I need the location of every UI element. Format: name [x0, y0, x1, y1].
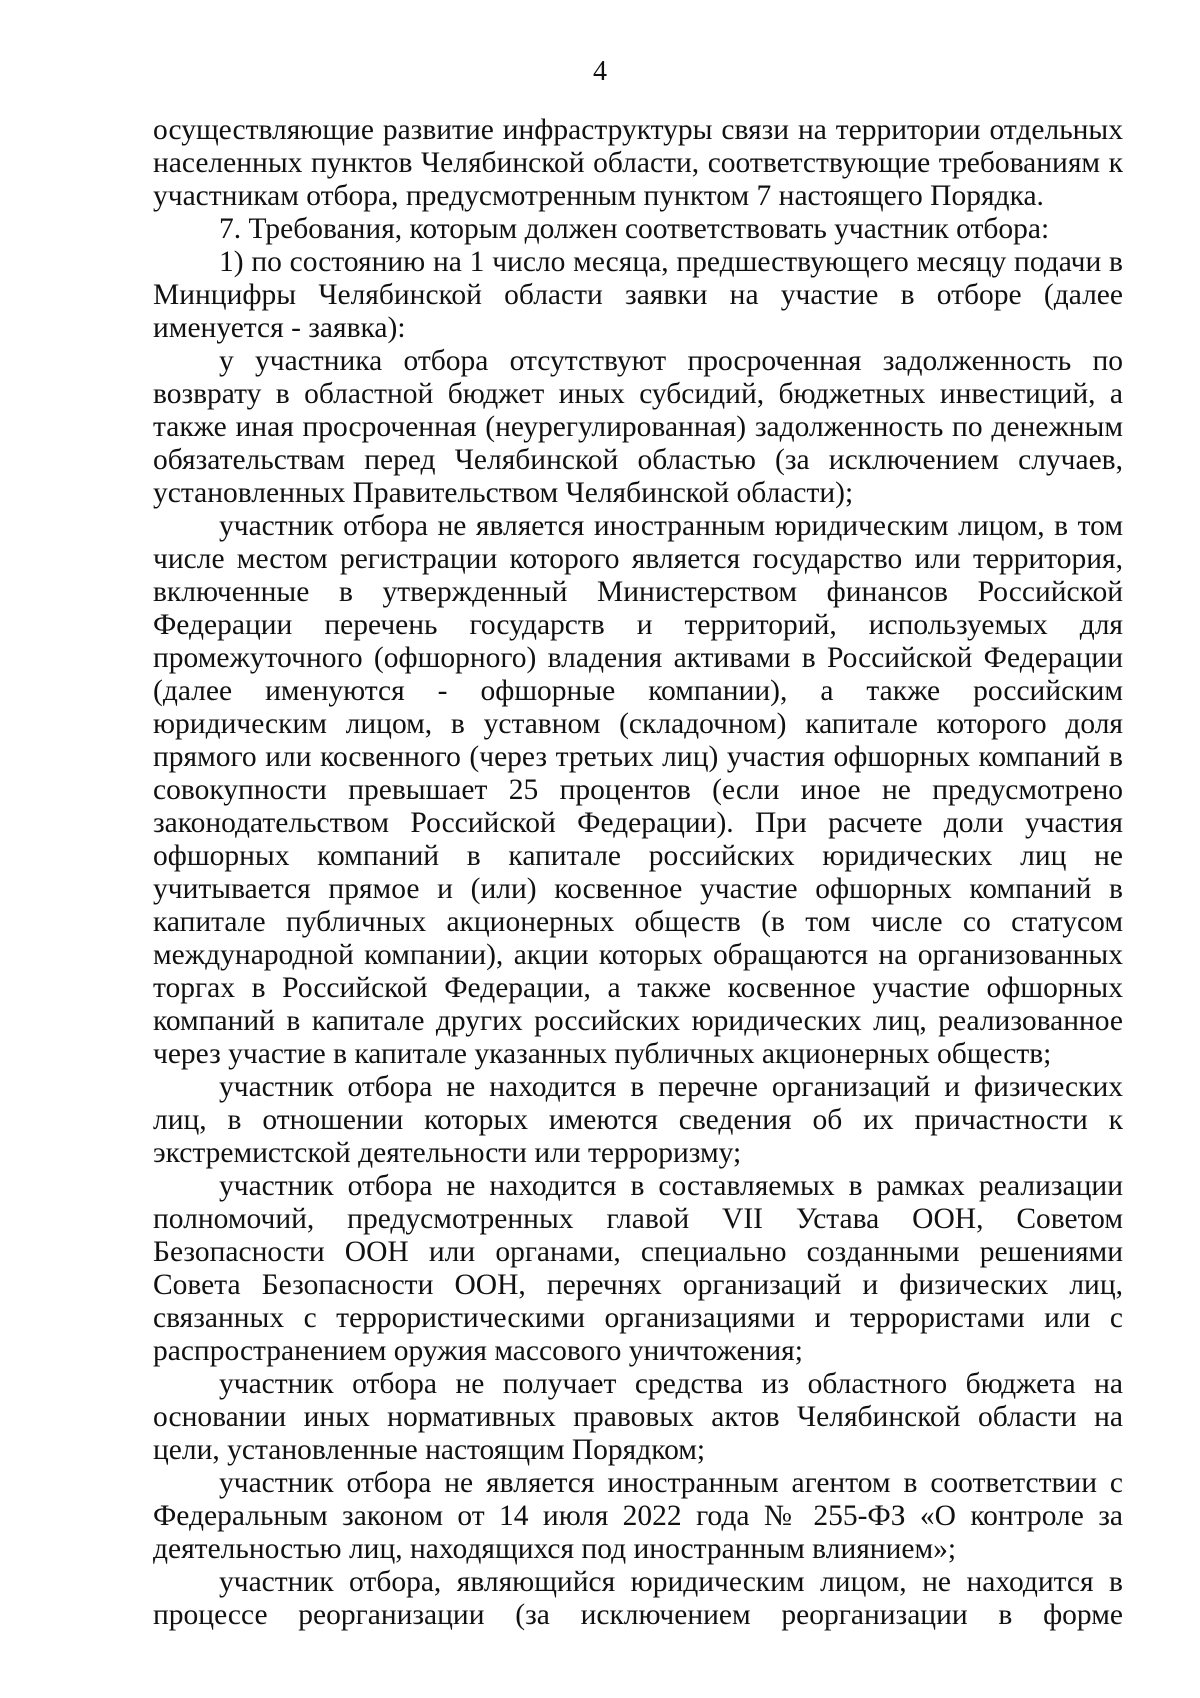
paragraph-continuation: осуществляющие развитие инфраструктуры связи на территории отдельных населенных пунктов Челябинской области, соответствующие требованиям к участникам отбора, предусмотренным пунктом 7 настоящего Порядка. [153, 114, 1123, 212]
paragraph-no-other-funds: участник отбора не получает средства из областного бюджета на основании иных нормативных правовых актов Челябинской области на цели, установленные настоящим Порядком; [153, 1368, 1123, 1466]
document-body [153, 114, 1123, 1632]
paragraph-no-debt: у участника отбора отсутствуют просроченная задолженность по возврату в областной бюджет иных субсидий, бюджетных инвестиций, а также иная просроченная (неурегулированная) задолженность по денежным обязательствам перед Челябинской областью (за исключением случаев, установленных Правительством Челябинской области); [153, 345, 1123, 509]
paragraph-extremism: участник отбора не находится в перечне организаций и физических лиц, в отношении которых имеются сведения об их причастности к экстремистской деятельности или терроризму; [153, 1071, 1123, 1169]
paragraph-offshore: участник отбора не является иностранным юридическим лицом, в том числе местом регистрации которого является государство или территория, включенные в утвержденный Министерством финансов Российской Федерации перечень государств и территорий, используемых для промежуточного (офшорного) владения активами в Российской Федерации (далее именуются - офшорные компании), а также российским юридическим лицом, в уставном (складочном) капитале которого доля прямого или косвенного (через третьих лиц) участия офшорных компаний в совокупности превышает 25 процентов (если иное не предусмотрено законодательством Российской Федерации). При расчете доли участия офшорных компаний в капитале российских юридических лиц не учитывается прямое и (или) косвенное участие офшорных компаний в капитале публичных акционерных обществ (в том числе со статусом международной компании), акции которых обращаются на организованных торгах в Российской Федерации, а также косвенное участие офшорных компаний в капитале других российских юридических лиц, реализованное через участие в капитале указанных публичных акционерных обществ; [153, 510, 1123, 1070]
paragraph-requirements-heading: 7. Требования, которым должен соответствовать участник отбора: [219, 213, 1050, 245]
paragraph-un-sanctions: участник отбора не находится в составляемых в рамках реализации полномочий, предусмотренных главой VII Устава ООН, Советом Безопасности ООН или органами, специально созданными решениями Совета Безопасности ООН, перечнях организаций и физических лиц, связанных с террористическими организациями и террористами или с распространением оружия массового уничтожения; [153, 1170, 1123, 1367]
page-number: 4 [593, 56, 607, 87]
paragraph-reorganization: участник отбора, являющийся юридическим лицом, не находится в процессе реорганизации (за исключением реорганизации в форме [153, 1566, 1123, 1631]
paragraph-item-1: 1) по состоянию на 1 число месяца, предшествующего месяцу подачи в Минцифры Челябинской области заявки на участие в отборе (далее именуется - заявка): [153, 246, 1123, 344]
paragraph-foreign-agent: участник отбора не является иностранным агентом в соответствии с Федеральным законом от 14 июля 2022 года № 255-ФЗ «О контроле за деятельностью лиц, находящихся под иностранным влиянием»; [153, 1467, 1123, 1565]
